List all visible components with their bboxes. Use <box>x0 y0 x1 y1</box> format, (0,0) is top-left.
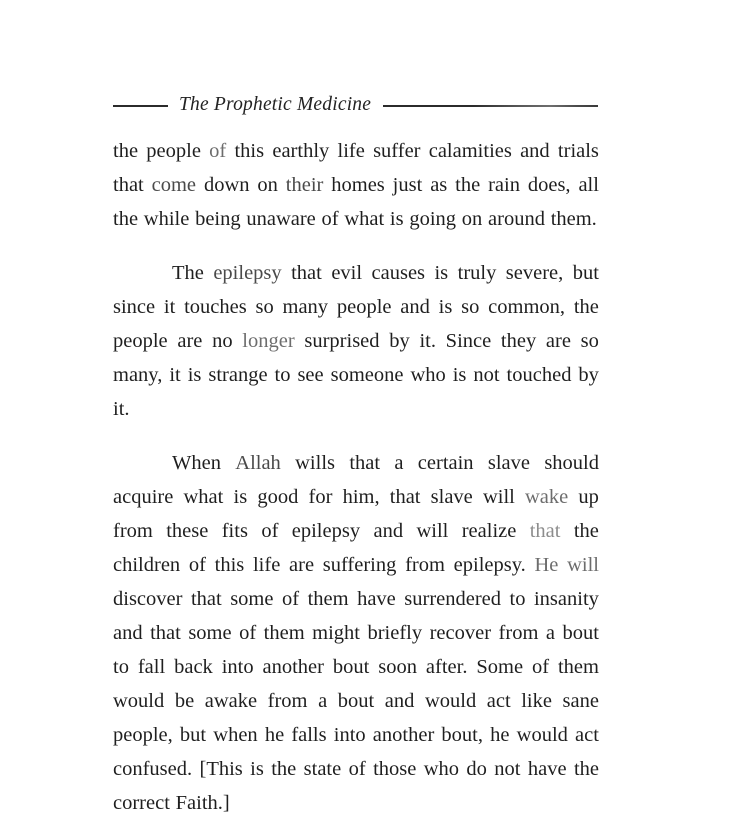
word: causes <box>371 262 426 284</box>
word: he <box>490 724 510 746</box>
word: people, <box>113 724 173 746</box>
header-rule-right <box>383 105 598 106</box>
word: so <box>580 330 599 352</box>
word: children <box>113 554 181 576</box>
word: have <box>357 588 396 610</box>
word: confused. <box>113 758 193 780</box>
word: to <box>274 364 291 386</box>
word: what <box>183 486 224 508</box>
word: would <box>424 690 477 712</box>
word: the <box>573 520 599 542</box>
word: while <box>143 208 190 230</box>
word: many <box>282 296 329 318</box>
word: that <box>389 486 421 508</box>
word: not <box>473 364 500 386</box>
word: do <box>466 758 487 780</box>
word: into <box>333 724 366 746</box>
word: come <box>151 174 197 196</box>
word: to <box>509 588 526 610</box>
text-line <box>113 358 599 392</box>
word: and <box>400 296 430 318</box>
word: the <box>113 140 139 162</box>
word: someone <box>330 364 404 386</box>
word: are <box>545 330 571 352</box>
word: them. <box>550 208 597 230</box>
text-line <box>113 290 599 324</box>
word: being <box>195 208 241 230</box>
word: who <box>423 758 460 780</box>
word: good <box>257 486 299 508</box>
word: around <box>488 208 545 230</box>
word: does, <box>527 174 571 196</box>
word: Allah <box>235 452 281 474</box>
book-title: The Prophetic Medicine <box>179 94 372 115</box>
word: these <box>166 520 209 542</box>
word: bout <box>337 690 375 712</box>
text-line <box>113 202 599 236</box>
word: it. <box>113 398 130 420</box>
word: bout, <box>441 724 483 746</box>
word: that <box>291 262 322 284</box>
word: is <box>389 208 404 230</box>
word: see <box>297 364 324 386</box>
word: act <box>575 724 599 746</box>
word: briefly <box>367 622 423 644</box>
word: epilepsy <box>213 262 282 284</box>
word: and <box>520 140 550 162</box>
word: of <box>188 554 206 576</box>
text-line <box>113 168 599 202</box>
word: them <box>307 588 349 610</box>
word: by <box>578 364 599 386</box>
word: from <box>267 690 308 712</box>
text-line <box>113 718 599 752</box>
text-line <box>113 256 599 290</box>
word: but <box>179 724 207 746</box>
word: would <box>516 724 568 746</box>
word: sane <box>562 690 599 712</box>
word: another <box>262 656 324 678</box>
word: them <box>557 656 599 678</box>
word: When <box>172 452 221 474</box>
text-line <box>113 582 599 616</box>
word: the <box>113 208 139 230</box>
word: trials <box>557 140 599 162</box>
text-line <box>113 650 599 684</box>
word: people <box>113 330 168 352</box>
word: are <box>177 330 203 352</box>
page-body <box>113 134 599 820</box>
word: act <box>486 690 511 712</box>
word: wake <box>525 486 569 508</box>
word: and <box>113 622 143 644</box>
word: strange <box>208 364 268 386</box>
text-line <box>113 752 599 786</box>
word: truly <box>457 262 497 284</box>
word: all <box>578 174 599 196</box>
word: not <box>494 758 521 780</box>
word: another <box>372 724 435 746</box>
text-line <box>113 514 599 548</box>
word: so <box>255 296 274 318</box>
word: is <box>250 758 264 780</box>
word: longer <box>242 330 295 352</box>
text-line <box>113 786 599 820</box>
word: the <box>573 296 599 318</box>
word: should <box>544 452 599 474</box>
word: some <box>188 622 232 644</box>
word: surprised <box>304 330 380 352</box>
word: the <box>573 758 599 780</box>
word: is <box>452 364 467 386</box>
word: falls <box>291 724 327 746</box>
paragraph <box>113 134 599 236</box>
word: what <box>344 208 385 230</box>
word: Since <box>445 330 492 352</box>
word: down <box>203 174 250 196</box>
word: up <box>578 486 599 508</box>
word: slave <box>430 486 473 508</box>
word: of <box>281 588 300 610</box>
word: by <box>389 330 410 352</box>
word: as <box>430 174 448 196</box>
word: from <box>498 622 539 644</box>
word: from <box>113 520 153 542</box>
word: are <box>289 554 315 576</box>
word: earthly <box>272 140 330 162</box>
word: surrendered <box>404 588 502 610</box>
word: it. <box>419 330 436 352</box>
word: those <box>373 758 417 780</box>
word: of <box>348 758 366 780</box>
word: discover <box>113 588 183 610</box>
word: this <box>214 554 245 576</box>
word: will <box>416 520 449 542</box>
word: who <box>410 364 446 386</box>
word: into <box>221 656 254 678</box>
word: that <box>113 174 144 196</box>
word: they <box>500 330 537 352</box>
paragraph <box>113 446 599 820</box>
word: them <box>263 622 305 644</box>
text-line <box>113 446 599 480</box>
word: he <box>264 724 285 746</box>
word: is <box>233 486 248 508</box>
word: will <box>567 554 599 576</box>
word: on <box>257 174 278 196</box>
word: common, <box>488 296 566 318</box>
word: him, <box>342 486 380 508</box>
word: certain <box>417 452 474 474</box>
word: of <box>261 520 279 542</box>
word: people <box>336 296 392 318</box>
word: the <box>455 174 481 196</box>
word: this <box>234 140 265 162</box>
word: [This <box>199 758 243 780</box>
word: the <box>271 758 297 780</box>
text-line <box>113 480 599 514</box>
word: epilepsy <box>291 520 361 542</box>
word: will <box>482 486 515 508</box>
word: some <box>230 588 274 610</box>
word: but <box>572 262 599 284</box>
word: bout <box>332 656 370 678</box>
word: for <box>308 486 333 508</box>
word: recover <box>429 622 492 644</box>
word: many, <box>113 364 163 386</box>
word: calamities <box>428 140 512 162</box>
word: might <box>312 622 360 644</box>
text-line <box>113 616 599 650</box>
text-line <box>113 392 599 426</box>
word: no <box>212 330 233 352</box>
text-line <box>113 684 599 718</box>
word: fall <box>137 656 166 678</box>
word: is <box>438 296 453 318</box>
word: life <box>337 140 365 162</box>
text-line <box>113 548 599 582</box>
word: a <box>318 690 328 712</box>
word: severe, <box>505 262 564 284</box>
word: it <box>169 364 181 386</box>
paragraph <box>113 256 599 426</box>
word: when <box>213 724 258 746</box>
word: slave <box>487 452 530 474</box>
word: and <box>373 520 404 542</box>
word: evil <box>331 262 363 284</box>
word: like <box>521 690 552 712</box>
text-line <box>113 134 599 168</box>
word: is <box>434 262 449 284</box>
word: on <box>461 208 483 230</box>
word: epilepsy. <box>453 554 526 576</box>
word: Some <box>476 656 524 678</box>
word: that <box>349 452 381 474</box>
word: from <box>405 554 445 576</box>
header-rule-left <box>113 105 168 107</box>
word: and <box>384 690 415 712</box>
word: Faith.] <box>175 792 230 814</box>
word: suffer <box>373 140 421 162</box>
word: wills <box>295 452 335 474</box>
word: soon <box>378 656 417 678</box>
text-line <box>113 324 599 358</box>
word: to <box>113 656 129 678</box>
word: of <box>239 622 257 644</box>
word: of <box>531 656 550 678</box>
word: rain <box>488 174 520 196</box>
word: going <box>409 208 457 230</box>
word: acquire <box>113 486 174 508</box>
word: a <box>394 452 404 474</box>
word: awake <box>204 690 258 712</box>
word: realize <box>461 520 517 542</box>
word: so <box>461 296 480 318</box>
word: suffering <box>322 554 397 576</box>
word: life <box>252 554 281 576</box>
word: would <box>113 690 165 712</box>
word: a <box>545 622 555 644</box>
word: state <box>303 758 342 780</box>
word: He <box>534 554 559 576</box>
word: after. <box>425 656 468 678</box>
word: that <box>190 588 222 610</box>
word: back <box>174 656 213 678</box>
word: since <box>113 296 156 318</box>
word: be <box>174 690 195 712</box>
word: bout <box>562 622 599 644</box>
word: is <box>187 364 202 386</box>
word: just <box>392 174 423 196</box>
word: correct <box>113 792 170 814</box>
word: that <box>529 520 561 542</box>
word: their <box>285 174 324 196</box>
running-header <box>113 92 598 118</box>
word: that <box>150 622 181 644</box>
word: homes <box>331 174 385 196</box>
word: of <box>321 208 339 230</box>
word: unaware <box>246 208 316 230</box>
word: have <box>527 758 567 780</box>
word: The <box>172 262 204 284</box>
word: of <box>209 140 227 162</box>
word: people <box>146 140 201 162</box>
word: touches <box>184 296 247 318</box>
word: insanity <box>533 588 599 610</box>
word: fits <box>221 520 248 542</box>
word: it <box>163 296 176 318</box>
word: touched <box>506 364 572 386</box>
